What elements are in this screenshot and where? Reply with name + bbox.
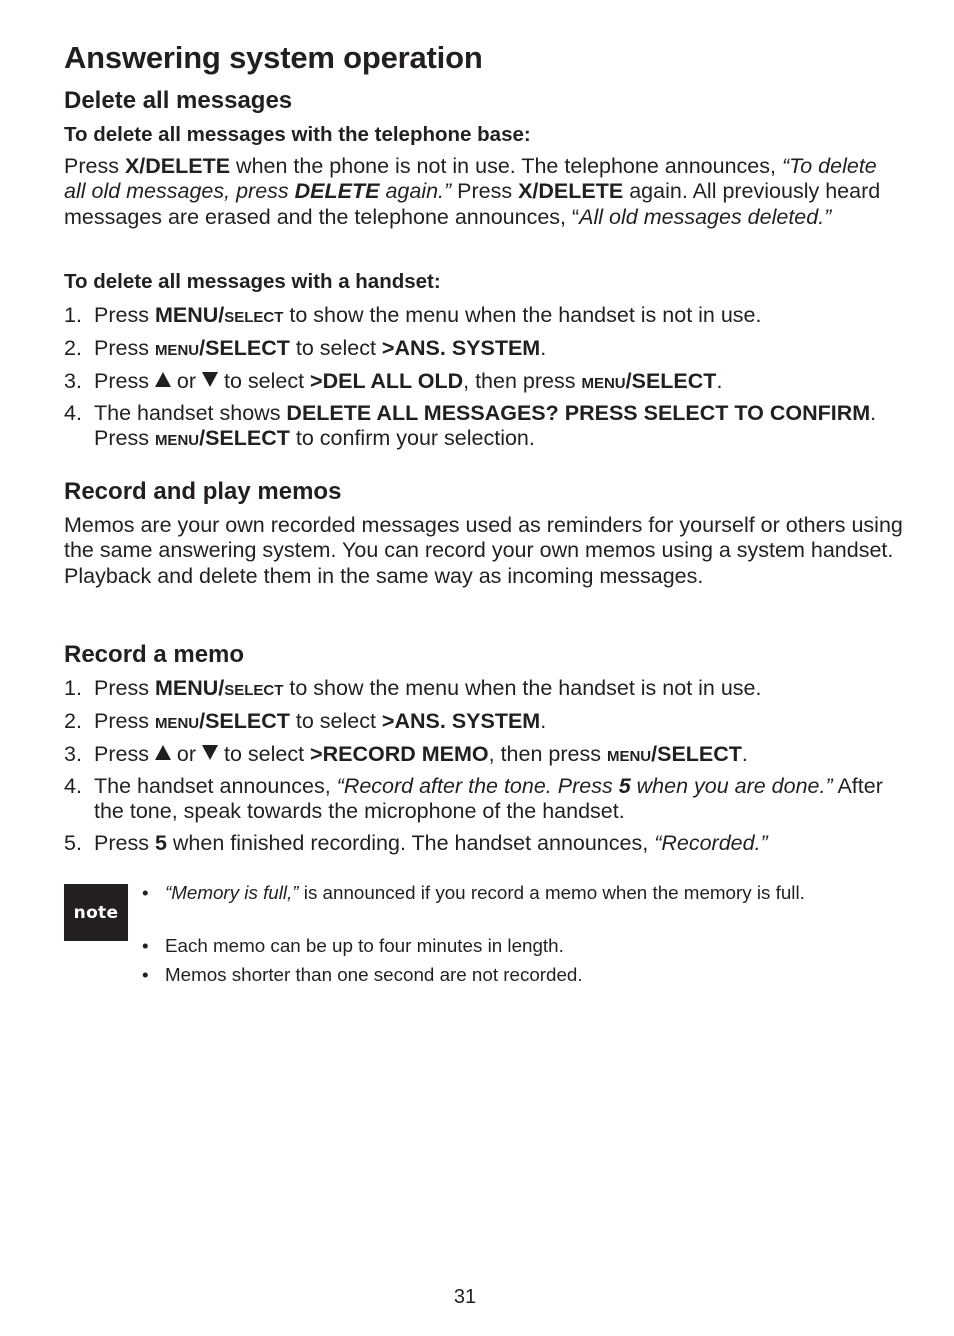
key-menu: MENU — [154, 342, 200, 359]
page-number: 31 — [453, 1286, 477, 1308]
text-run: The handset shows — [94, 401, 287, 425]
display-message: DELETE ALL MESSAGES? PRESS SELECT TO CONFIRM — [286, 401, 871, 425]
text-run: . — [540, 336, 547, 360]
announcement-quote: All old messages deleted.” — [579, 204, 832, 229]
text-run: , then press — [488, 742, 607, 766]
step-text — [94, 401, 904, 454]
note-text — [165, 881, 882, 904]
list-item — [64, 774, 904, 825]
note-bullet — [142, 934, 882, 957]
text-run: when you are done.” — [630, 774, 833, 798]
list-item — [64, 336, 904, 363]
up-arrow-icon — [155, 745, 171, 760]
note-text: Each memo can be up to four minutes in length. — [165, 935, 564, 956]
announcement-quote: “Recorded.” — [654, 831, 768, 855]
text-run: . — [540, 709, 547, 733]
text-run: “To delete all old messages, press — [64, 154, 877, 204]
section-heading-memos: Record and play memos — [64, 478, 342, 505]
text-run: After the tone, speak towards the microphone of the handset. — [94, 774, 883, 824]
text-run: . — [716, 369, 723, 393]
text-run: to show the menu when the handset is not in use. — [283, 303, 762, 327]
text-run: , then press — [463, 369, 582, 393]
text-run: . Press — [94, 401, 877, 451]
text-run: Press — [94, 369, 155, 393]
text-run: to confirm your selection. — [289, 426, 535, 451]
step-text — [94, 369, 904, 396]
menu-option-del-all-old: >DEL ALL OLD — [310, 369, 464, 393]
step-number: 2. — [64, 709, 82, 733]
step-number: 4. — [64, 401, 82, 425]
key-select: /SELECT — [199, 336, 290, 360]
step-text — [94, 831, 904, 856]
text-run: Press — [64, 154, 125, 178]
text-run: . — [741, 742, 748, 766]
key-menu: MENU/ — [154, 303, 225, 327]
menu-option-ans-system: >ANS. SYSTEM — [381, 336, 541, 360]
text-run: Press — [451, 179, 519, 204]
list-item — [64, 742, 904, 769]
page-title: Answering system operation — [64, 40, 483, 75]
key-select: SELECT — [224, 309, 284, 326]
text-run: Press — [94, 303, 155, 327]
bullet-icon: • — [142, 964, 149, 985]
list-item — [64, 831, 904, 856]
key-x-delete: X/DELETE — [518, 179, 624, 204]
text-run: Press — [94, 831, 155, 855]
step-text — [94, 336, 904, 363]
note-badge: note — [64, 884, 128, 941]
text-run: is announced if you record a memo when the memory is full. — [298, 882, 805, 903]
step-text — [94, 774, 904, 825]
key-select: /SELECT — [199, 709, 290, 733]
key-delete: DELETE — [294, 179, 380, 204]
step-number: 4. — [64, 774, 82, 798]
text-run: again.” — [379, 179, 452, 204]
key-select: /SELECT — [625, 369, 717, 393]
menu-option-ans-system: >ANS. SYSTEM — [381, 709, 541, 733]
list-item — [64, 676, 904, 703]
step-text — [94, 742, 904, 769]
key-select: SELECT — [224, 682, 284, 699]
down-arrow-icon — [202, 372, 218, 387]
note-text: Memos shorter than one second are not recorded. — [165, 964, 583, 985]
key-x-delete: X/DELETE — [124, 154, 231, 178]
note-bullet — [142, 881, 882, 904]
menu-option-record-memo: >RECORD MEMO — [310, 742, 489, 766]
memos-description: Memos are your own recorded messages used as reminders for yourself or others using the same answering system. You can record your own memos using a system handset. Playback and delete them in the same way as incoming messages. — [64, 513, 903, 588]
step-number: 3. — [64, 742, 82, 766]
key-menu: MENU — [154, 432, 200, 450]
step-number: 3. — [64, 369, 82, 393]
base-instructions — [64, 154, 904, 230]
announcement-quote: “Memory is full,” — [165, 882, 299, 903]
step-number: 5. — [64, 831, 82, 855]
key-5: 5 — [618, 774, 631, 798]
key-5: 5 — [154, 831, 167, 855]
announcement-quote — [337, 774, 833, 798]
text-run: Press — [94, 336, 155, 360]
key-menu: MENU — [606, 748, 652, 765]
subheading-handset: To delete all messages with a handset: — [64, 270, 441, 293]
text-run: when finished recording. The handset announces, — [166, 831, 655, 855]
section-heading-delete-all: Delete all messages — [64, 87, 293, 114]
text-run: to select — [218, 369, 311, 393]
up-arrow-icon — [155, 372, 171, 387]
list-item — [64, 303, 904, 330]
step-number: 1. — [64, 676, 82, 700]
key-select: /SELECT — [199, 426, 290, 451]
bullet-icon: • — [142, 935, 149, 956]
text-run: or — [170, 742, 203, 766]
step-text — [94, 303, 904, 330]
text-run: or — [170, 369, 203, 393]
step-text — [94, 709, 904, 736]
text-run: to show the menu when the handset is not in use. — [283, 676, 762, 700]
text-run: Press — [94, 676, 155, 700]
text-run: when the phone is not in use. The telephone announces, — [230, 154, 782, 178]
list-item — [64, 401, 904, 454]
section-heading-record-memo: Record a memo — [64, 641, 245, 668]
text-run: Press — [94, 709, 155, 733]
list-item — [64, 369, 904, 396]
bullet-icon: • — [142, 882, 149, 903]
text-run: Press — [94, 742, 155, 766]
text-run: to select — [289, 336, 382, 360]
text-run: The handset announces, — [94, 774, 337, 798]
step-number: 2. — [64, 336, 82, 360]
list-item — [64, 709, 904, 736]
down-arrow-icon — [202, 745, 218, 760]
text-run: to select — [218, 742, 311, 766]
text-run: again. All previously heard messages are erased and the telephone announces, “ — [64, 179, 881, 229]
step-number: 1. — [64, 303, 82, 327]
key-select: /SELECT — [651, 742, 742, 766]
key-menu: MENU — [154, 715, 200, 732]
key-menu: MENU/ — [154, 676, 225, 700]
text-run: “Record after the tone. Press — [336, 774, 619, 798]
subheading-telephone-base: To delete all messages with the telephone base: — [64, 123, 531, 146]
note-bullet — [142, 963, 882, 986]
step-text — [94, 676, 904, 703]
text-run: to select — [289, 709, 382, 733]
key-menu: MENU — [581, 375, 626, 392]
